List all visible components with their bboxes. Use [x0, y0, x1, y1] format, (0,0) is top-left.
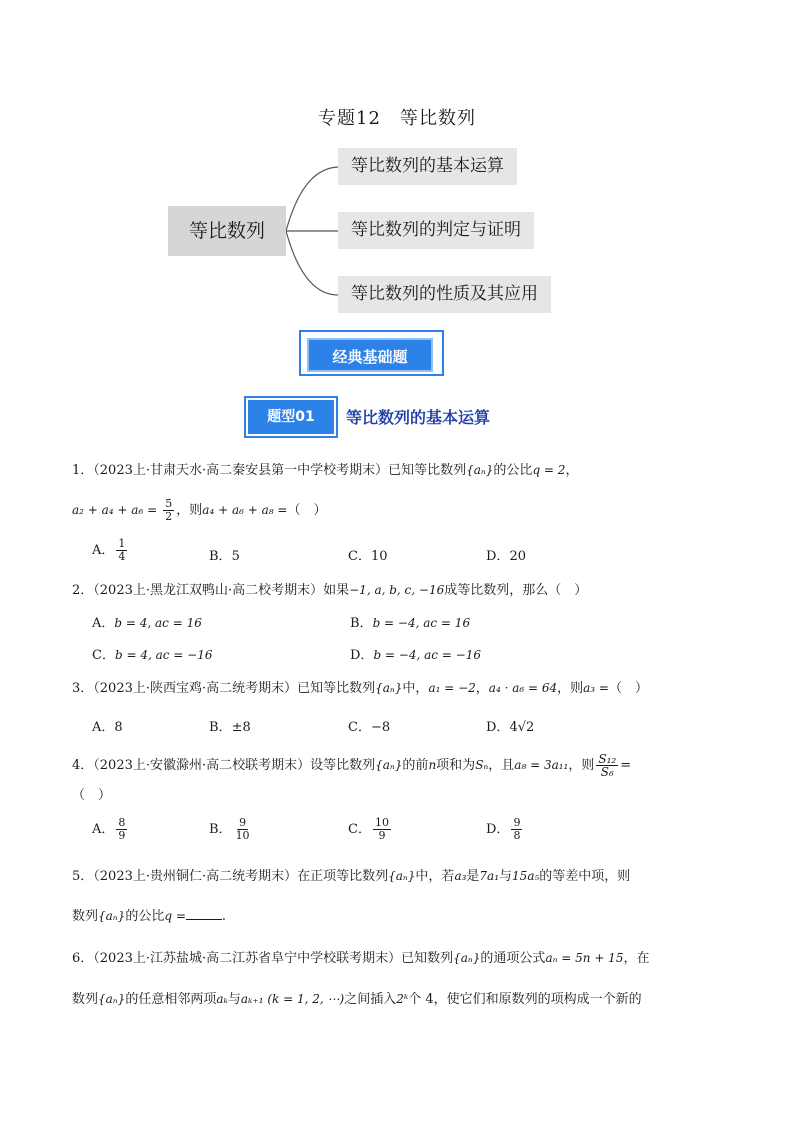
option-label: A． [92, 616, 115, 631]
q1-cond: q = 2 [532, 463, 566, 477]
option-label: D． [486, 720, 510, 735]
option-label: B． [209, 822, 232, 837]
frac-den: 9 [118, 829, 126, 842]
frac-num: 9 [513, 816, 521, 829]
q1-line2 [72, 498, 326, 523]
frac-num: 8 [118, 816, 126, 829]
q6-l2-seq: {aₙ} [98, 992, 126, 1006]
option-value: b = 4, ac = 16 [114, 616, 202, 630]
q6-l2-tail: 个 4，使它们和原数列的项构成一个新的 [408, 992, 642, 1007]
mindmap-root: 等比数列 [168, 206, 286, 256]
q5-15a5: 15a₅ [512, 869, 540, 883]
q2-stem: 2．（2023上·黑龙江双鸭山·高二校考期末）如果 [72, 583, 350, 598]
q4-sn: Sₙ [475, 758, 489, 772]
frac-den: 9 [378, 829, 386, 842]
q3-paren: （ ） [608, 681, 648, 696]
q2-seq: −1, a, b, c, −16 [349, 583, 445, 597]
mindmap-node-properties: 等比数列的性质及其应用 [338, 276, 551, 313]
q6-insert: 之间插入 [344, 992, 397, 1007]
q3-cond1: a₁ = −2 [428, 681, 476, 695]
option-label: B． [209, 720, 232, 735]
q6-line1 [72, 948, 649, 969]
q1-mid: 的公比 [493, 463, 533, 478]
q4-eq: = [620, 758, 632, 773]
option-label: A． [92, 720, 115, 735]
q1-tail: ， [565, 463, 579, 478]
q6-ak1: aₖ₊₁ (k = 1, 2, ⋯) [240, 992, 345, 1006]
q5-a3: a₃ [454, 869, 467, 883]
q4-option-d[interactable] [486, 817, 524, 842]
mindmap-node-proof: 等比数列的判定与证明 [338, 212, 534, 249]
q1-sum1: a₂ + a₄ + a₆ = [72, 503, 158, 517]
q5-mid: 中，若 [415, 869, 455, 884]
option-value: b = 4, ac = −16 [114, 648, 213, 662]
option-label: C． [348, 720, 371, 735]
q3-ask: a₃ = [583, 681, 609, 695]
q4-n: n [428, 758, 437, 772]
q5-line2 [72, 906, 226, 927]
q6-l2c: 的任意相邻两项 [125, 992, 217, 1007]
q1-option-a[interactable] [92, 538, 129, 563]
q1-sum2: a₄ + a₆ + a₈ = [202, 503, 288, 517]
option-frac [511, 817, 522, 842]
q2-option-c[interactable] [92, 644, 212, 663]
frac-num: 10 [374, 816, 389, 829]
q6-and: 与 [227, 992, 241, 1007]
q2-line1 [72, 580, 587, 601]
connector-bottom [286, 231, 338, 295]
q3-option-a[interactable] [92, 716, 123, 735]
frac-den: 10 [235, 829, 250, 842]
q1-paren: （ ） [287, 503, 327, 518]
q3-option-c[interactable] [348, 716, 390, 735]
q5-ratio: q = [164, 909, 186, 923]
q3-mid: 中， [402, 681, 429, 696]
question-type-title: 等比数列的基本运算 [346, 408, 491, 427]
q3-stem: 3．（2023上·陕西宝鸡·高二统考期末）已知等比数列 [72, 681, 376, 696]
q1-a-frac [116, 538, 127, 563]
q4-fraction [596, 753, 618, 778]
q4-line1 [72, 753, 631, 778]
frac-num: 1 [118, 537, 126, 550]
q6-ak: aₖ [216, 992, 228, 1006]
q5-stem: 5．（2023上·贵州铜仁·高二统考期末）在正项等比数列 [72, 869, 389, 884]
q2-option-a[interactable] [92, 612, 202, 631]
mindmap-node-basic-ops: 等比数列的基本运算 [338, 148, 517, 185]
q5-answer-blank[interactable] [186, 907, 222, 920]
q6-mid: 的通项公式 [480, 951, 546, 966]
q5-l2-seq: {aₙ} [98, 909, 126, 923]
option-label: B． [350, 616, 373, 631]
option-value: b = −4, ac = −16 [373, 648, 482, 662]
q4-option-c[interactable] [348, 817, 393, 842]
q4-option-b[interactable] [209, 817, 254, 842]
q5-mid3: 与 [499, 869, 513, 884]
q5-tail: 的等差中项，则 [539, 869, 631, 884]
option-value: 10 [370, 549, 388, 564]
q6-2k: 2ᵏ [396, 992, 409, 1006]
frac-num: 9 [239, 816, 247, 829]
option-value: 20 [509, 549, 526, 564]
q5-seq: {aₙ} [388, 869, 416, 883]
q5-line1 [72, 866, 630, 887]
q4-option-a[interactable] [92, 817, 129, 842]
q4-mid3: ，且 [488, 758, 515, 773]
frac-den: 4 [118, 550, 126, 563]
q4-mid: 的前 [402, 758, 429, 773]
q1-fraction [163, 498, 174, 523]
q4-seq: {aₙ} [375, 758, 403, 772]
q3-seq: {aₙ} [375, 681, 403, 695]
option-label: A． [92, 822, 115, 837]
q6-seq: {aₙ} [453, 951, 481, 965]
q6-l2a: 数列 [72, 992, 99, 1007]
q2-option-b[interactable] [350, 612, 470, 631]
option-value: 4√2 [509, 720, 535, 735]
q4-frac-num: S₁₂ [598, 752, 617, 766]
q3-cond2: a₄ · a₆ = 64 [488, 681, 558, 695]
option-label: A． [92, 543, 115, 558]
q6-line2 [72, 989, 642, 1010]
q1-then: ，则 [176, 503, 203, 518]
q3-option-d[interactable] [486, 716, 534, 735]
q4-frac-den: S₆ [600, 765, 614, 779]
option-label: C． [348, 549, 371, 564]
q1-option-b[interactable] [209, 545, 240, 564]
q4-mid2: 项和为 [436, 758, 476, 773]
option-value: b = −4, ac = 16 [372, 616, 471, 630]
q1-frac-num: 5 [165, 497, 173, 510]
q4-tail: ，则 [568, 758, 595, 773]
frac-den: 8 [513, 829, 521, 842]
option-label: B． [209, 549, 232, 564]
option-label: C． [92, 648, 115, 663]
q4-cond: a₈ = 3a₁₁ [514, 758, 569, 772]
question-type-badge: 题型01 [246, 398, 336, 436]
connector-top [286, 167, 338, 231]
banner-label: 经典基础题 [307, 338, 433, 372]
q2-option-d[interactable] [350, 644, 481, 663]
section-banner [299, 330, 444, 376]
q5-period: . [221, 909, 227, 924]
q5-l2c: 的公比 [125, 909, 165, 924]
q2-tail: 成等比数列，那么（ ） [444, 583, 588, 598]
option-label: C． [348, 822, 371, 837]
q4-line2: （ ） [72, 788, 112, 803]
q6-tail: ，在 [623, 951, 650, 966]
q1-seq: {aₙ} [466, 463, 494, 477]
q6-stem: 6．（2023上·江苏盐城·高二江苏省阜宁中学校联考期末）已知数列 [72, 951, 454, 966]
option-value: −8 [370, 720, 391, 735]
q5-7a1: 7a₁ [479, 869, 500, 883]
q3-line1: 3．（2023上·陕西宝鸡·高二统考期末）已知等比数列{aₙ}中，a₁ = −2，a₄ · a₆ = 64，则a₃ =（ ） [72, 681, 648, 696]
option-frac [234, 817, 252, 842]
option-label: D． [486, 549, 510, 564]
option-value: 8 [114, 720, 123, 735]
option-frac [116, 817, 127, 842]
q5-l2a: 数列 [72, 909, 99, 924]
page-title: 专题12 等比数列 [318, 108, 476, 129]
q6-formula: aₙ = 5n + 15 [545, 951, 624, 965]
q1-option-d[interactable] [486, 545, 526, 564]
q4-stem: 4．（2023上·安徽滁州·高二校联考期末）设等比数列 [72, 758, 376, 773]
q1-option-c[interactable] [348, 545, 388, 564]
option-value: 5 [231, 549, 240, 564]
q5-mid2: 是 [466, 869, 480, 884]
option-label: D． [486, 822, 510, 837]
option-value: ±8 [231, 720, 251, 735]
q1-line1 [72, 460, 578, 481]
option-frac [373, 817, 391, 842]
option-label: D． [350, 648, 374, 663]
q1-frac-den: 2 [165, 510, 173, 523]
q3-tail: ，则 [557, 681, 584, 696]
q3-option-b[interactable] [209, 716, 251, 735]
q1-stem: 1．（2023上·甘肃天水·高二秦安县第一中学校考期末）已知等比数列 [72, 463, 467, 478]
